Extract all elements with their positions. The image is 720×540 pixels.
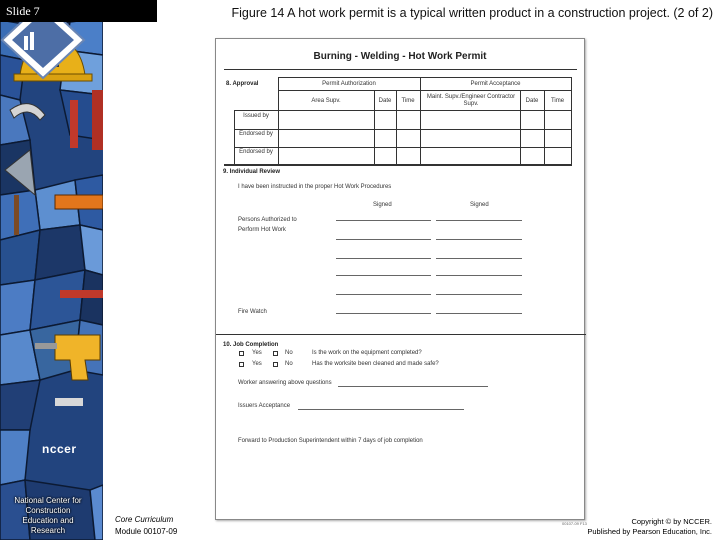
signature-line <box>436 294 522 295</box>
course-info <box>115 514 177 538</box>
title-rule <box>224 69 577 70</box>
logo-word: nccer <box>42 442 77 456</box>
no-checkbox-2[interactable] <box>273 362 278 367</box>
signature-line <box>336 275 431 276</box>
time-header: Time <box>401 98 415 104</box>
no-label-1: No <box>285 350 293 356</box>
mosaic-sidebar <box>0 0 103 540</box>
signed-header-1: Signed <box>373 202 392 208</box>
mosaic-artwork <box>0 0 103 540</box>
figure-code: 00107-09 F13 <box>562 521 587 526</box>
grid-vline-1 <box>278 77 279 164</box>
permit-acceptance-header: Permit Acceptance <box>470 81 521 87</box>
yes-label-2: Yes <box>252 361 262 367</box>
figure-caption: Figure 14 A hot work permit is a typical written product in a construction project. (2 of 2) <box>231 6 713 20</box>
issuer-signature-line <box>298 409 464 410</box>
copyright-line: Copyright © by NCCER. <box>631 517 712 526</box>
grid-vline-6 <box>544 90 545 164</box>
yes-checkbox-1[interactable] <box>239 351 244 356</box>
no-checkbox-1[interactable] <box>273 351 278 356</box>
question-work-completed: Is the work on the equipment completed? <box>312 350 422 356</box>
permit-title: Burning - Welding - Hot Work Permit <box>313 51 487 62</box>
endorsed-by-label-2: Endorsed by <box>239 149 273 155</box>
grid-vline-5 <box>520 90 521 164</box>
grid-vline-7 <box>571 77 572 166</box>
course-name: Core Curriculum <box>115 515 174 524</box>
copyright-notice <box>587 517 712 537</box>
time-header-2: Time <box>550 98 565 104</box>
approval-subheader-rule <box>278 90 571 91</box>
module-number: Module 00107-09 <box>115 527 178 536</box>
endorsed-by-label-1: Endorsed by <box>239 131 273 137</box>
review-bottom-rule <box>216 334 586 335</box>
area-supv-header: Area Supv. <box>311 98 341 104</box>
signed-header-2: Signed <box>470 202 489 208</box>
issued-by-label: Issued by <box>243 113 269 119</box>
instructed-statement: I have been instructed in the proper Hot Work Procedures <box>238 184 392 190</box>
permit-authorization-header: Permit Authorization <box>322 81 376 87</box>
persons-authorized-label: Persons Authorized to Perform Hot Work <box>238 217 297 233</box>
grid-vline-0 <box>234 110 235 164</box>
grid-vline-4 <box>420 77 421 164</box>
worker-signature-line <box>338 386 488 387</box>
hot-work-permit-document <box>215 38 585 520</box>
organization-name: National Center for Construction Education and Research <box>14 496 82 535</box>
signature-line <box>336 294 431 295</box>
publisher-line: Published by Pearson Education, Inc. <box>587 527 712 536</box>
grid-vline-3 <box>396 90 397 164</box>
slide-number-label: Slide 7 <box>0 0 157 22</box>
individual-review-heading: 9. Individual Review <box>223 169 281 175</box>
signature-line <box>436 239 522 240</box>
maint-supv-header: Maint. Supv./Engineer Contractor Supv. <box>426 94 516 107</box>
issuers-acceptance-label: Issuers Acceptance <box>238 403 291 409</box>
question-worksite-cleaned: Has the worksite been cleaned and made safe? <box>312 361 439 367</box>
signature-line <box>436 220 522 221</box>
worker-answering-label: Worker answering above questions <box>238 380 332 386</box>
signature-line <box>436 275 522 276</box>
yes-checkbox-2[interactable] <box>239 362 244 367</box>
approval-top-rule <box>278 77 571 78</box>
forward-note: Forward to Production Superintendent within 7 days of job completion <box>238 438 423 444</box>
fire-watch-label: Fire Watch <box>238 309 267 315</box>
signature-line <box>336 313 431 314</box>
approval-bottom-rule <box>224 164 571 166</box>
approval-heading: 8. Approval <box>226 81 259 87</box>
signature-line <box>336 258 431 259</box>
signature-line <box>436 313 522 314</box>
signature-line <box>336 220 431 221</box>
signature-line <box>336 239 431 240</box>
signature-line <box>436 258 522 259</box>
date-header-2: Date <box>525 98 539 104</box>
job-completion-heading: 10. Job Completion <box>223 342 279 348</box>
yes-label-1: Yes <box>252 350 262 356</box>
date-header: Date <box>378 98 392 104</box>
grid-vline-2 <box>374 90 375 164</box>
no-label-2: No <box>285 361 293 367</box>
